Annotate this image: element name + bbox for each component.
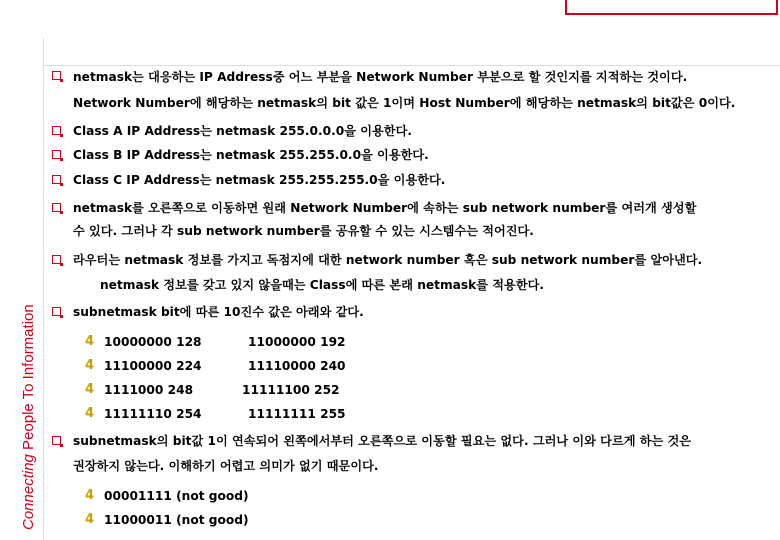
- value-cell: 10000000 128: [104, 335, 202, 349]
- body-line: Network Number에 해당하는 netmask의 bit 값은 1이며 Host Number에 해당하는 netmask의 bit값은 0이다.: [73, 96, 736, 110]
- value-cell: 11110000 240: [248, 359, 346, 373]
- body-line: netmask는 대응하는 IP Address중 어느 부분을 Network Number 부분으로 할 것인지를 지적하는 것이다.: [73, 70, 688, 84]
- left-divider: [43, 38, 44, 540]
- body-line: 수 있다. 그러나 각 sub network number를 공유할 수 있는 시스템수는 적어진다.: [73, 224, 534, 238]
- square-bullet-icon: [52, 150, 61, 159]
- value-cell: 11000000 192: [248, 335, 346, 349]
- body-line: subnetmask bit에 따른 10진수 값은 아래와 같다.: [73, 305, 364, 319]
- arrow-bullet-icon: 4: [85, 512, 95, 527]
- body-line: 권장하지 않는다. 이해하기 어렵고 의미가 없기 때문이다.: [73, 459, 379, 473]
- body-line: Class A IP Address는 netmask 255.0.0.0을 이용한다.: [73, 124, 412, 138]
- arrow-bullet-icon: 4: [85, 488, 95, 503]
- square-bullet-icon: [52, 255, 61, 264]
- value-cell: 11111111 255: [248, 407, 346, 421]
- top-divider: [43, 65, 780, 66]
- value-cell: 11111100 252: [242, 383, 340, 397]
- side-title-italic: Connecting: [20, 454, 37, 530]
- square-bullet-icon: [52, 203, 61, 212]
- body-line: Class B IP Address는 netmask 255.255.0.0을 이용한다.: [73, 148, 429, 162]
- square-bullet-icon: [52, 436, 61, 445]
- body-line: netmask 정보를 갖고 있지 않을때는 Class에 따른 본래 netmask를 적용한다.: [100, 278, 545, 292]
- example-line: 00001111 (not good): [104, 489, 249, 503]
- body-line: subnetmask의 bit값 1이 연속되어 왼쪽에서부터 오른쪽으로 이동할 필요는 없다. 그러나 이와 다르게 하는 것은: [73, 434, 692, 448]
- value-cell: 11100000 224: [104, 359, 202, 373]
- square-bullet-icon: [52, 71, 61, 80]
- arrow-bullet-icon: 4: [85, 406, 95, 421]
- square-bullet-icon: [52, 126, 61, 135]
- arrow-bullet-icon: 4: [85, 382, 95, 397]
- body-line: netmask를 오른쪽으로 이동하면 원래 Network Number에 속하는 sub network number를 여러개 생성할: [73, 201, 697, 215]
- side-title-rest: People To Information: [20, 304, 37, 455]
- example-line: 11000011 (not good): [104, 513, 249, 527]
- side-title: [20, 304, 37, 530]
- arrow-bullet-icon: 4: [85, 358, 95, 373]
- value-cell: 1111000 248: [104, 383, 194, 397]
- square-bullet-icon: [52, 307, 61, 316]
- arrow-bullet-icon: 4: [85, 334, 95, 349]
- body-line: Class C IP Address는 netmask 255.255.255.0을 이용한다.: [73, 173, 446, 187]
- square-bullet-icon: [52, 175, 61, 184]
- header-frame: [565, 0, 778, 15]
- body-line: 라우터는 netmask 정보를 가지고 독점지에 대한 network number 혹은 sub network number를 알아낸다.: [73, 253, 703, 267]
- value-cell: 11111110 254: [104, 407, 202, 421]
